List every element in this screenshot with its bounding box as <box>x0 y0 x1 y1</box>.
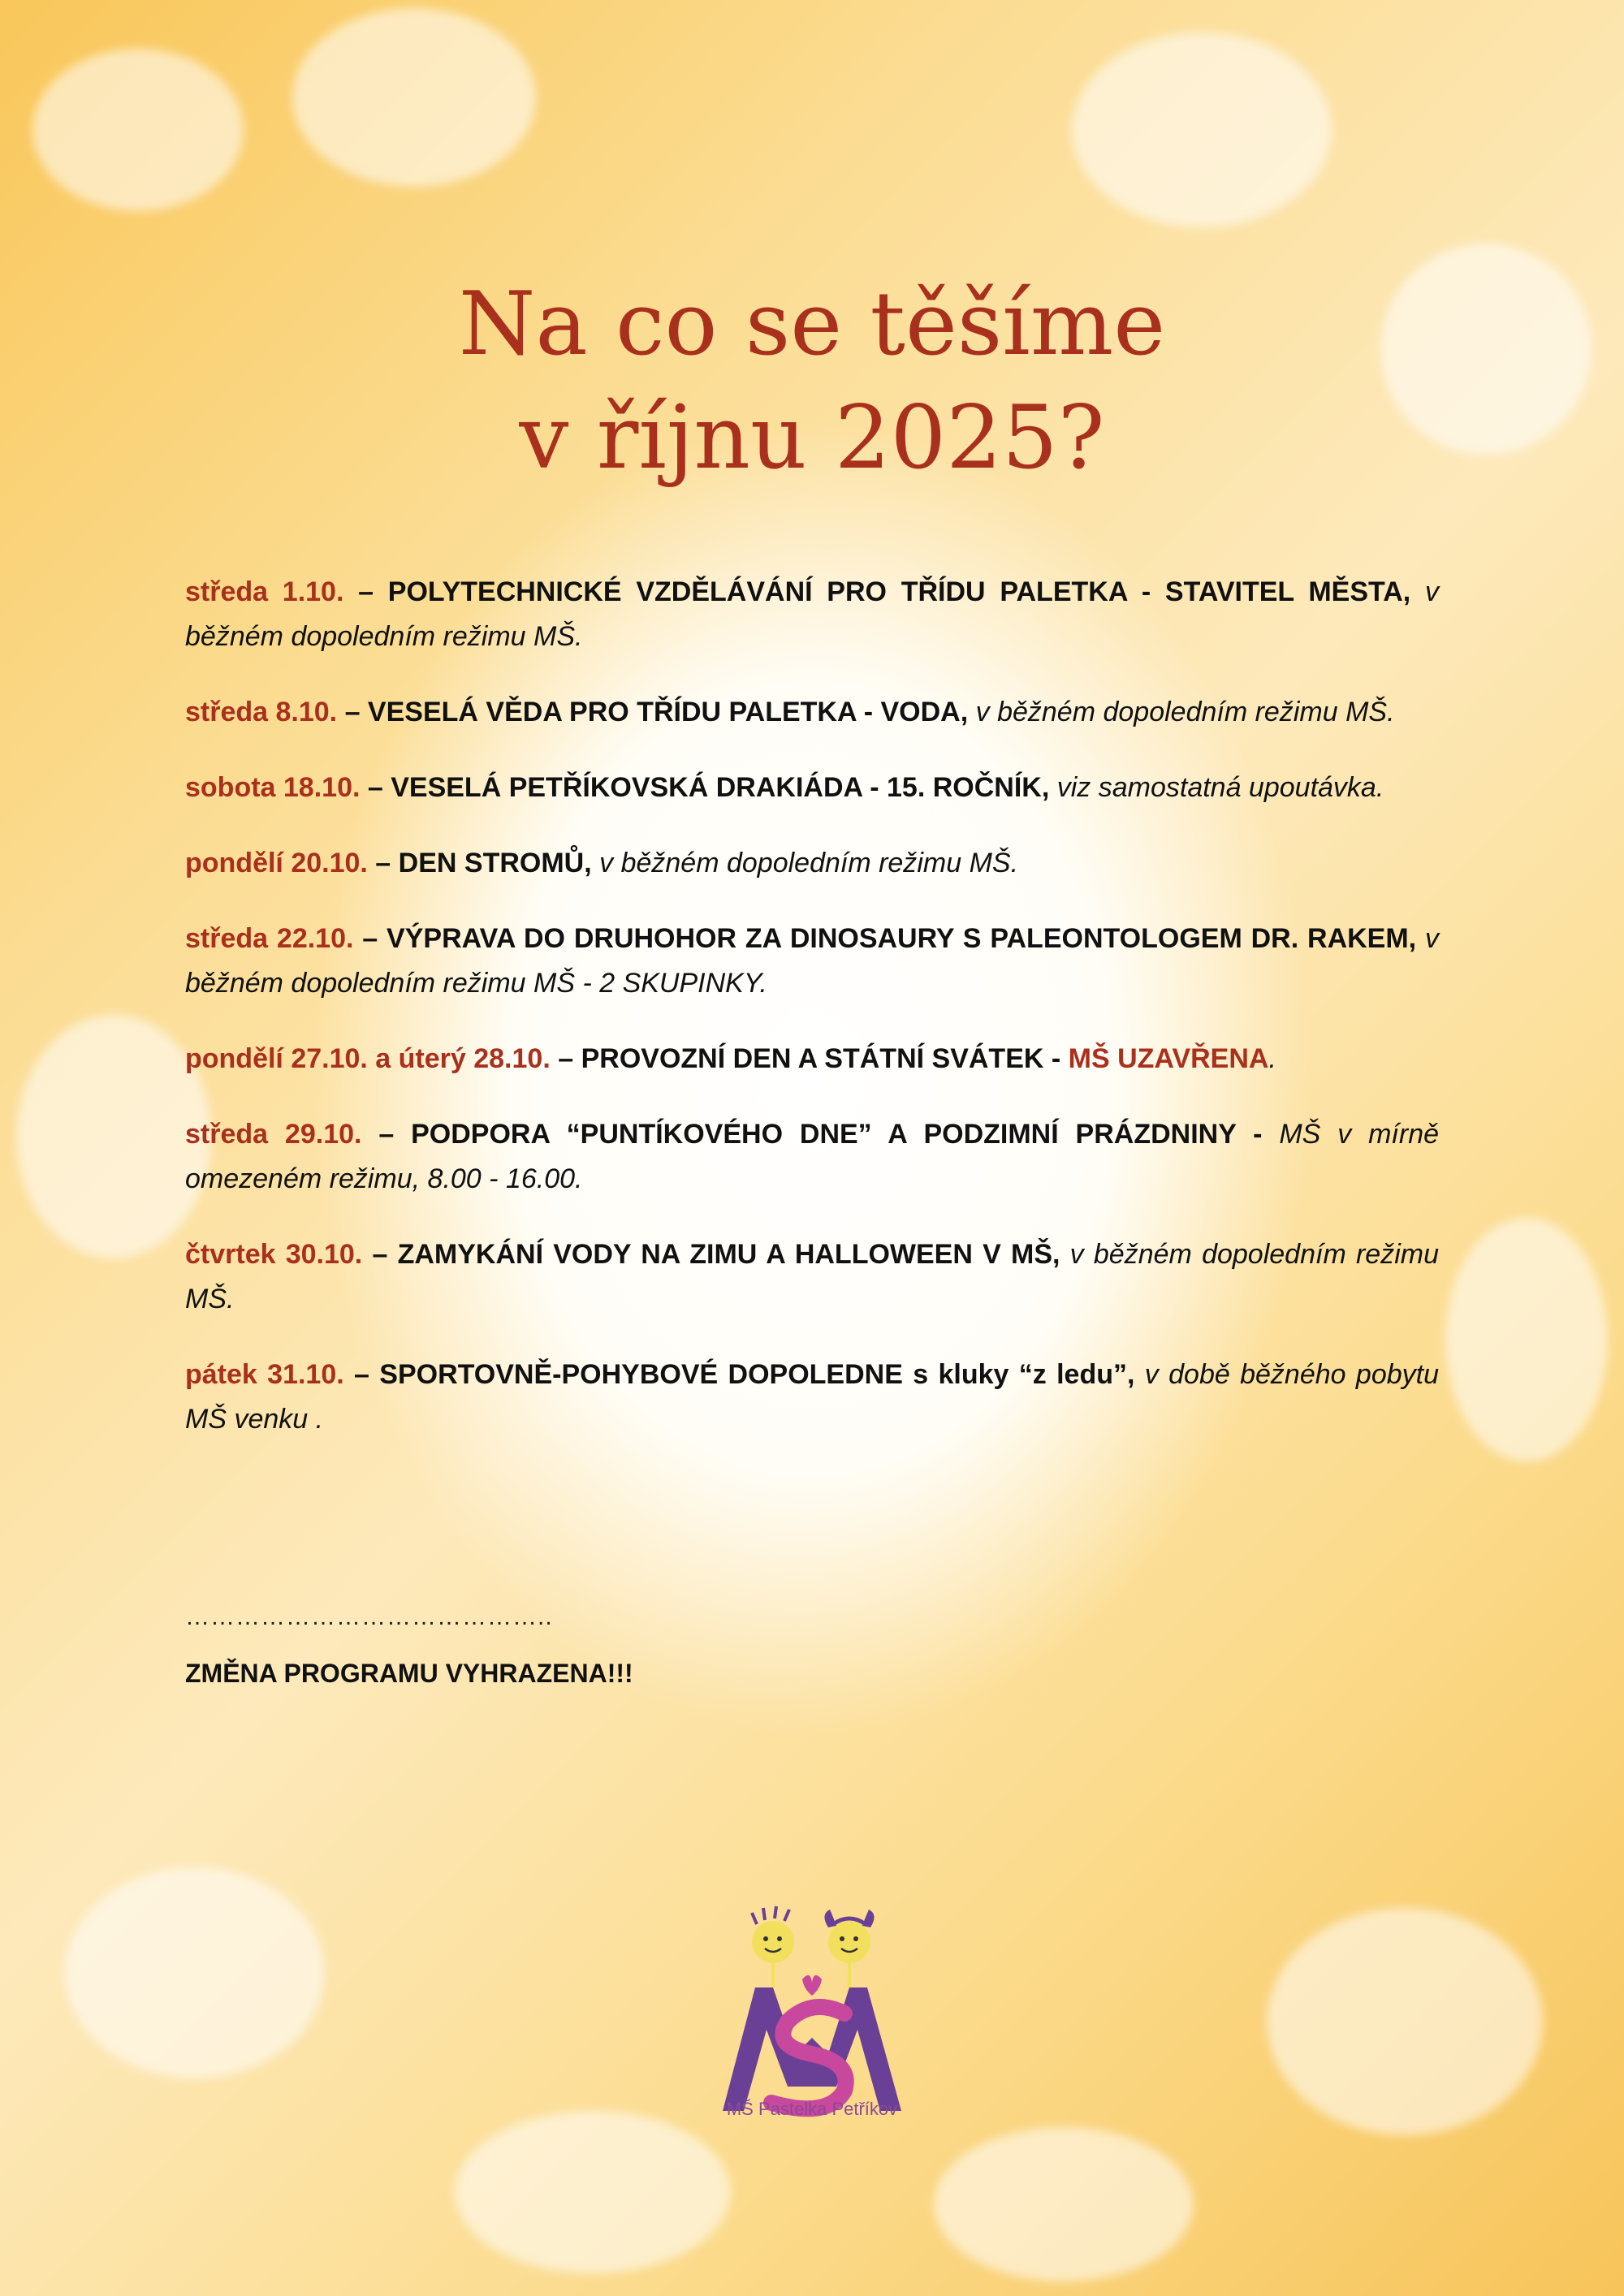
event-item <box>185 1037 1439 1081</box>
heart-icon <box>802 1975 822 1996</box>
event-note: v době běžného pobytu MŠ venku . <box>185 1359 1439 1435</box>
event-title: – ZAMYKÁNÍ VODY NA ZIMU A HALLOWEEN V MŠ, <box>362 1239 1060 1270</box>
event-date: středa 29.10. <box>185 1119 362 1150</box>
right-child-head <box>828 1921 870 1963</box>
event-date: čtvrtek 30.10. <box>185 1239 363 1270</box>
event-note: v běžném dopoledním režimu MŠ. <box>185 576 1439 652</box>
event-item <box>185 1232 1439 1322</box>
background-cloud <box>65 1867 325 2078</box>
event-date: středa 22.10. <box>185 923 354 954</box>
background-cloud <box>1445 1218 1608 1461</box>
event-item <box>185 570 1439 659</box>
background-cloud <box>1072 32 1332 227</box>
background-cloud <box>934 2127 1194 2281</box>
event-note: viz samostatná upoutávka. <box>1049 772 1384 803</box>
event-title: – PODPORA “PUNTÍKOVÉHO DNE” A PODZIMNÍ PRÁZDNINY - <box>361 1119 1263 1150</box>
event-date: pondělí 27.10. a úterý 28.10. <box>185 1043 551 1074</box>
event-item <box>185 917 1439 1006</box>
dotted-separator: …………………………………….. <box>185 1603 553 1630</box>
event-item <box>185 1353 1439 1442</box>
event-note: v běžném dopoledním režimu MŠ. <box>591 848 1019 878</box>
events-list <box>185 570 1439 1473</box>
closed-notice: MŠ UZAVŘENA <box>1068 1043 1269 1074</box>
event-title: – SPORTOVNĚ-POHYBOVÉ DOPOLEDNE s kluky “z ledu”, <box>343 1359 1135 1390</box>
background-cloud <box>455 2111 731 2273</box>
program-change-notice: ZMĚNA PROGRAMU VYHRAZENA!!! <box>185 1659 633 1688</box>
event-item <box>185 841 1439 886</box>
background-cloud <box>1267 1908 1543 2135</box>
event-title: – VESELÁ VĚDA PRO TŘÍDU PALETKA - VODA, <box>337 697 969 727</box>
event-title: – PROVOZNÍ DEN A STÁTNÍ SVÁTEK - <box>550 1043 1069 1074</box>
event-title: – POLYTECHNICKÉ VZDĚLÁVÁNÍ PRO TŘÍDU PALETKA - STAVITEL MĚSTA, <box>343 576 1411 607</box>
event-date: pondělí 20.10. <box>185 848 368 878</box>
event-item <box>185 690 1439 735</box>
title-line-1: Na co se těšíme <box>458 274 1166 375</box>
background-cloud <box>292 8 536 187</box>
event-title: – VÝPRAVA DO DRUHOHOR ZA DINOSAURY S PALEONTOLOGEM DR. RAKEM, <box>353 923 1417 954</box>
background-cloud <box>16 1015 211 1258</box>
event-date: sobota 18.10. <box>185 772 361 803</box>
event-note: v běžném dopoledním režimu MŠ. <box>185 1239 1439 1314</box>
page-title <box>0 268 1624 495</box>
event-title: – VESELÁ PETŘÍKOVSKÁ DRAKIÁDA - 15. ROČNÍK, <box>360 772 1050 803</box>
event-date: pátek 31.10. <box>185 1359 344 1390</box>
event-note: . <box>1268 1043 1276 1074</box>
title-line-2: v říjnu 2025? <box>519 387 1105 489</box>
event-item <box>185 766 1439 810</box>
event-note: MŠ v mírně omezeném režimu, 8.00 - 16.00. <box>185 1119 1440 1194</box>
event-date: středa 1.10. <box>185 576 344 607</box>
event-date: středa 8.10. <box>185 697 338 727</box>
event-item <box>185 1112 1439 1202</box>
logo-text: MŠ Pastelka Petříkov <box>726 2099 898 2119</box>
event-note: v běžném dopoledním režimu MŠ. <box>968 697 1395 727</box>
background-cloud <box>32 49 244 211</box>
event-note: v běžném dopoledním režimu MŠ - 2 SKUPINKY. <box>185 923 1439 999</box>
left-child-head <box>752 1921 794 1963</box>
event-title: – DEN STROMŮ, <box>367 848 592 878</box>
